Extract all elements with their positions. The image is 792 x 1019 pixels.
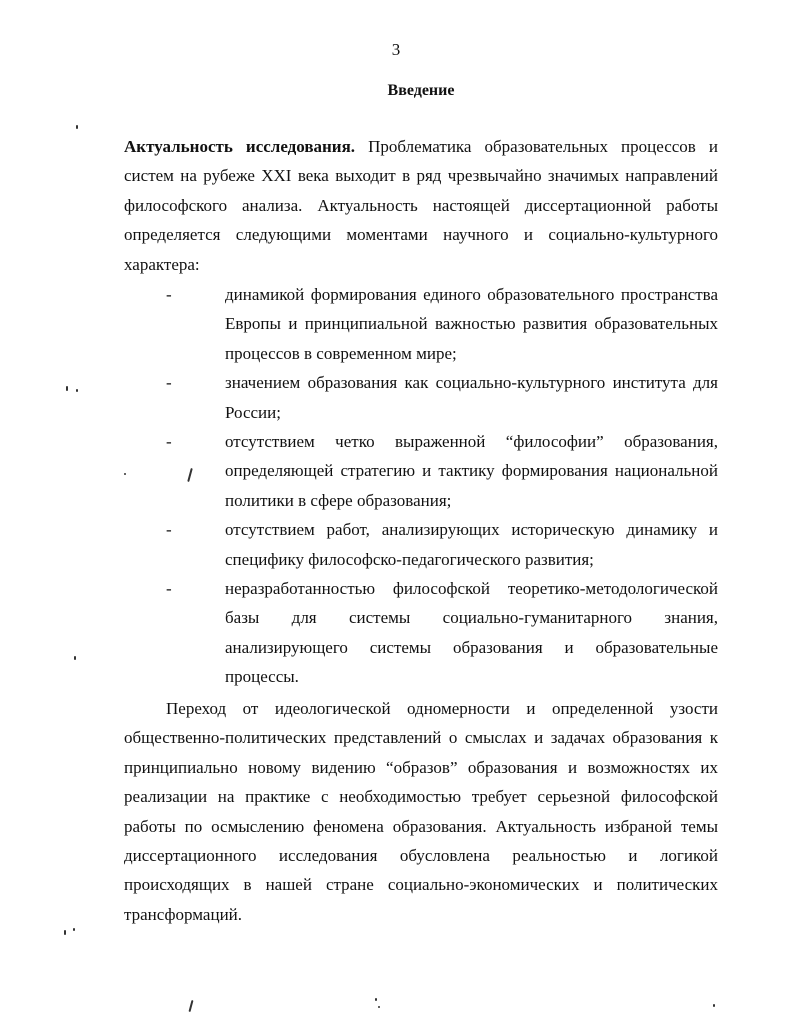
- list-bullet: -: [166, 520, 172, 540]
- list-bullet: -: [166, 432, 172, 452]
- scan-speck: [76, 389, 78, 392]
- list-item-text: отсутствием работ, анализирующих историческую динамику и специфику философско-педагогического развития;: [225, 520, 718, 569]
- scan-speck: [74, 656, 76, 660]
- scan-speck: [188, 1000, 193, 1012]
- conclusion-paragraph: Переход от идеологической одномерности и определенной узости общественно-политических представлений о смыслах и задачах образования к принципиально новому видению “образов” образования и возможностях их реализации на практике с необходимостью требует серьезной философской работы по осмыслению феномена образования. Актуальность избраной темы диссертационного исследования обусловлена реальностью и логикой происходящих в нашей стране социально-экономических и политических трансформаций.: [124, 699, 718, 924]
- list-item-text: динамикой формирования единого образовательного пространства Европы и принципиальной важностью развития образовательных процессов в современном мире;: [225, 285, 718, 363]
- list-item-text: значением образования как социально-культурного института для России;: [225, 373, 718, 422]
- scan-speck: [64, 930, 66, 935]
- list-item-text: неразработанностью философской теоретико-методологической базы для системы социально-гуманитарного знания, анализирующего системы образования и образовательные процессы.: [225, 579, 718, 687]
- intro-lead: Актуальность исследования.: [124, 137, 356, 156]
- list-item: [0, 368, 792, 427]
- list-item: [0, 515, 792, 574]
- list-bullet: -: [166, 285, 172, 304]
- list-item-text: отсутствием четко выраженной “философии” образования, определяющей стратегию и тактику формирования национальной политики в сфере образования;: [225, 432, 718, 510]
- scan-speck: [66, 386, 68, 391]
- scan-speck: [76, 125, 78, 129]
- list-bullet: -: [166, 373, 172, 393]
- list-item: [0, 427, 792, 515]
- section-title: Введение: [387, 82, 455, 99]
- page-number: 3: [391, 40, 401, 59]
- scan-speck: [713, 1004, 715, 1007]
- scan-speck: [375, 998, 377, 1001]
- scan-speck: [124, 473, 126, 475]
- list-item: [0, 574, 792, 692]
- scan-speck: [73, 928, 75, 931]
- relevance-list: [0, 280, 792, 692]
- list-item: [0, 280, 792, 368]
- list-bullet: -: [166, 579, 172, 599]
- intro-paragraph: [124, 132, 718, 279]
- intro-text: Проблематика образовательных процессов и систем на рубеже XXI века выходит в ряд чрезвычайно значимых направлений философского анализа. Актуальность настоящей диссертационной работы определяется следующими моментами научного и социально-культурного характера:: [124, 137, 718, 274]
- scan-speck: [378, 1006, 380, 1008]
